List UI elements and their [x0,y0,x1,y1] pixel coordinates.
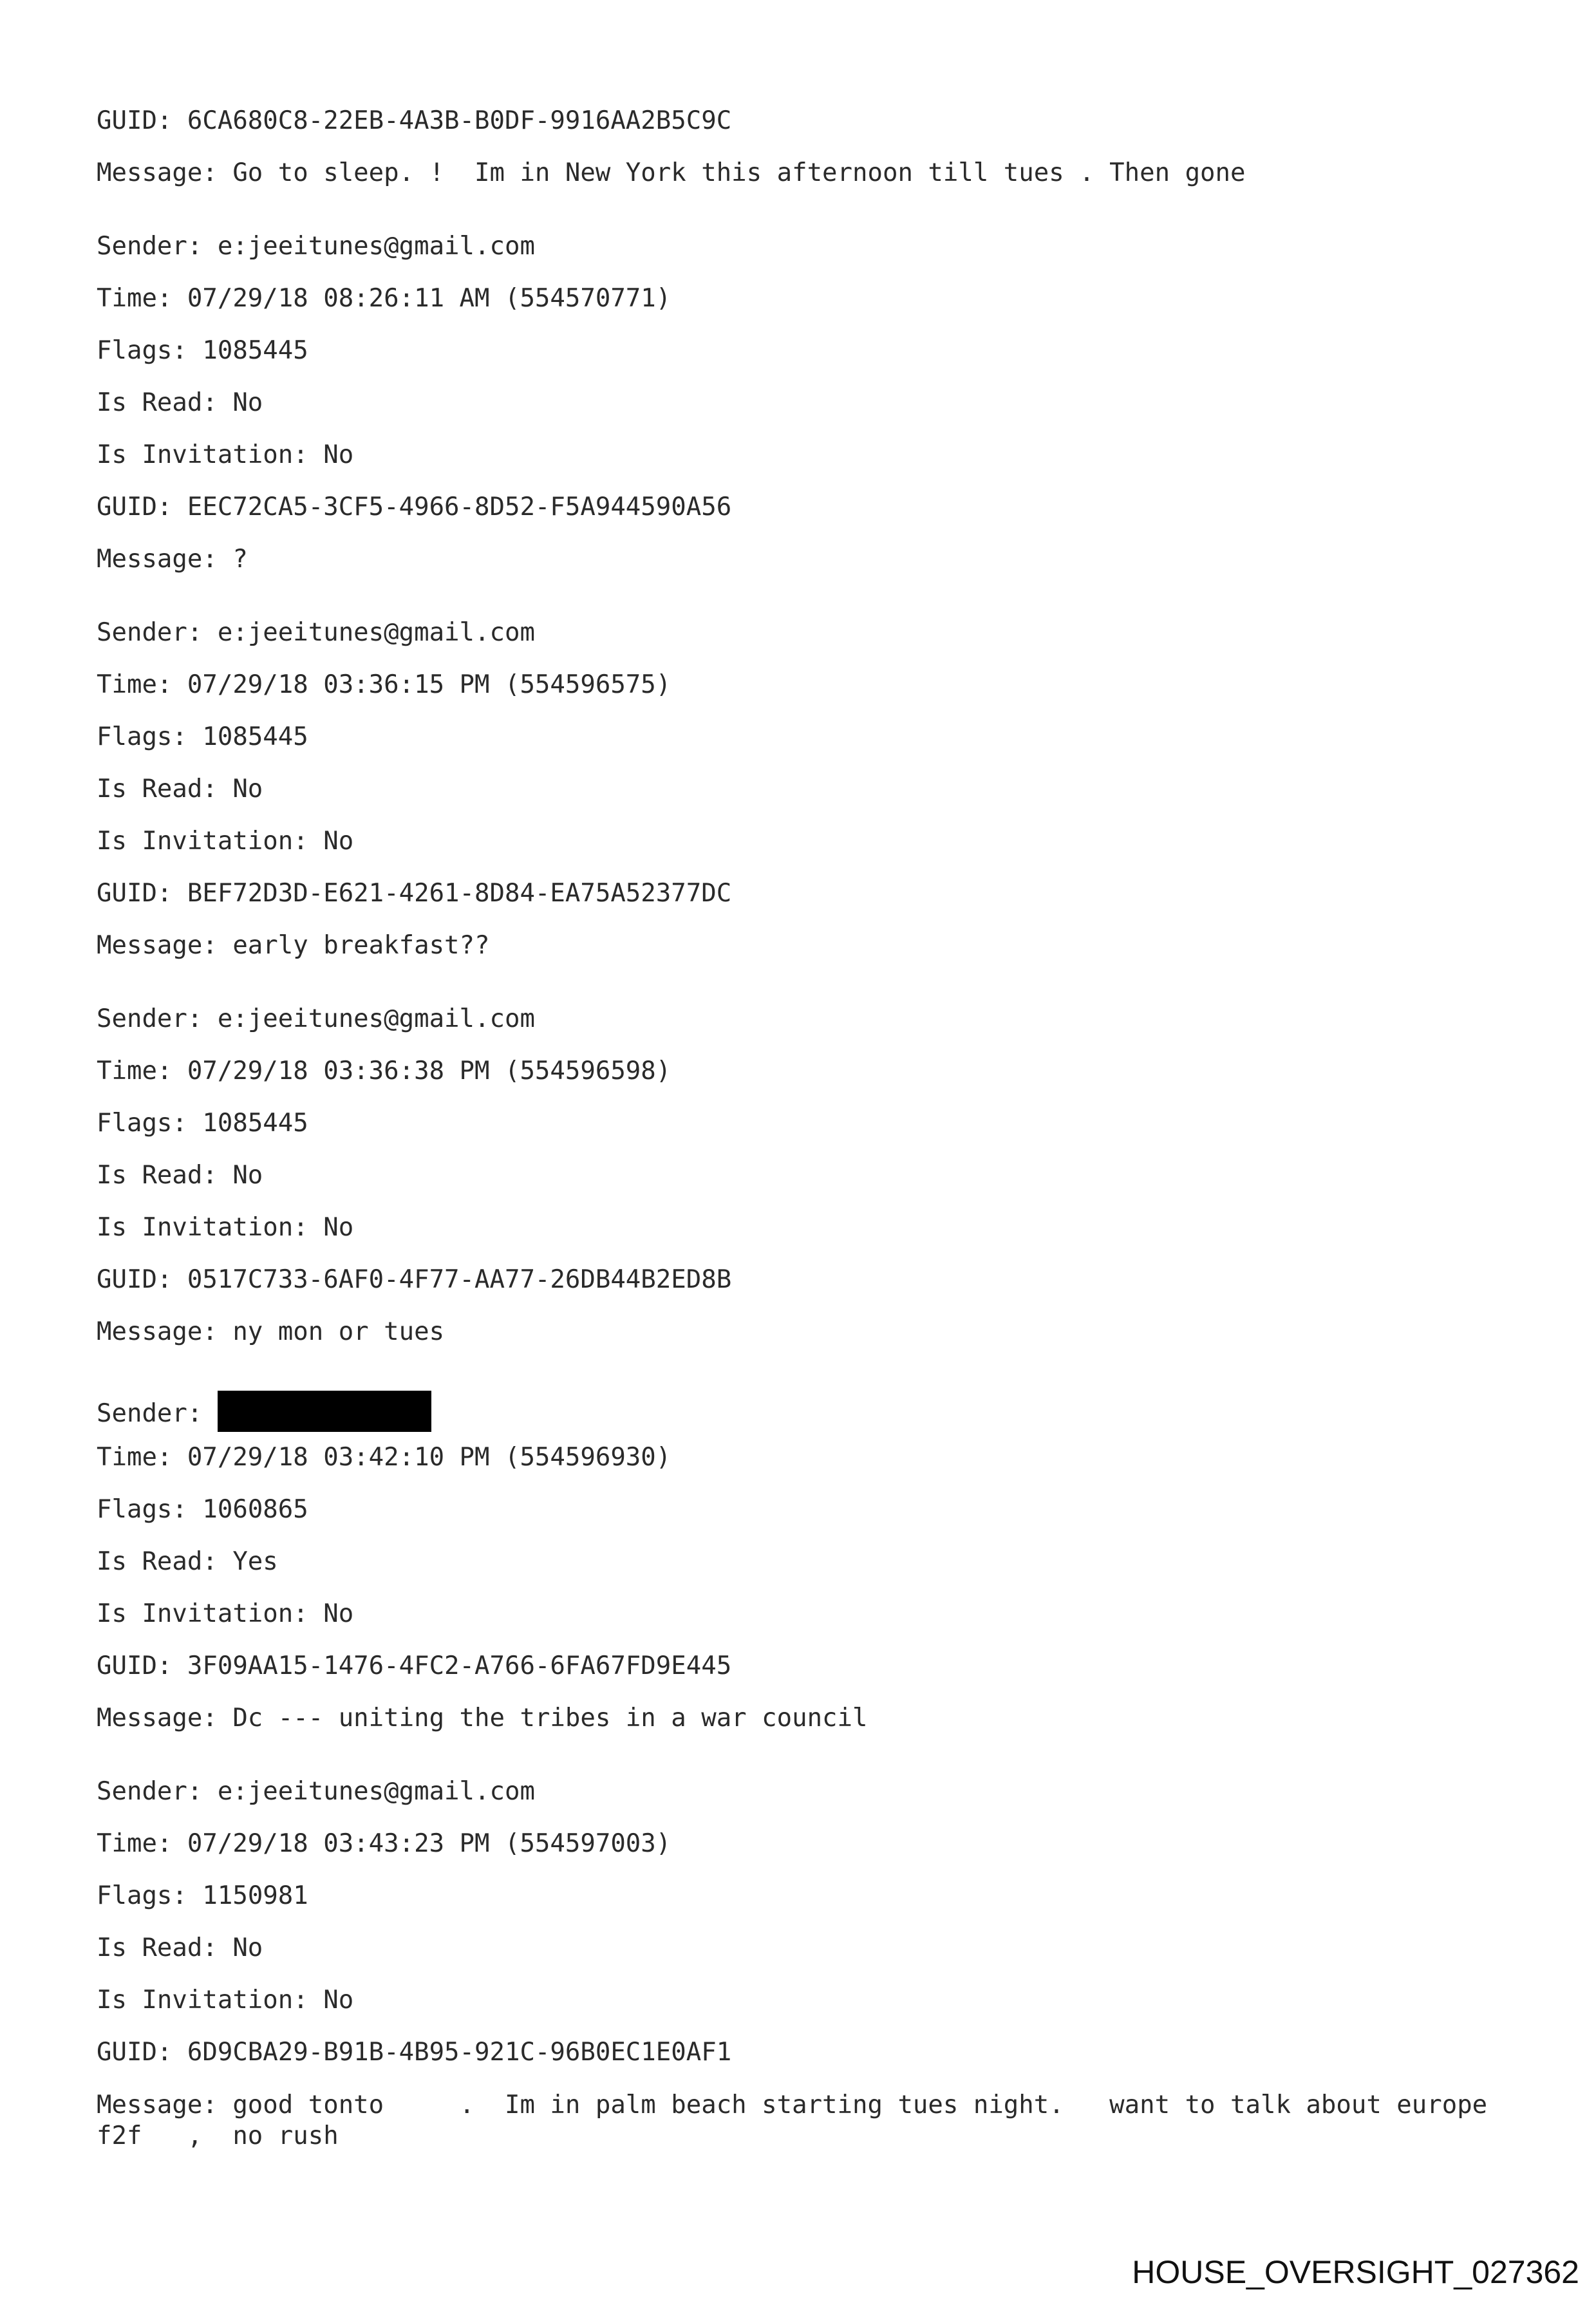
is-read-value: No [232,1933,263,1962]
sender-line [97,1004,1513,1034]
guid-line [97,493,1513,522]
message-text: Dc --- uniting the tribes in a war council [232,1704,868,1733]
message-label: Message: [97,2091,218,2120]
is-read-line [97,388,1513,418]
message-label: Message: [97,545,218,574]
flags-line [97,1881,1513,1911]
is-invitation-line [97,440,1513,470]
guid-line [97,1651,1513,1681]
is-invitation-line [97,1986,1513,2015]
is-read-value: No [232,388,263,417]
flags-line [97,1495,1513,1525]
guid-value: BEF72D3D-E621-4261-8D84-EA75A52377DC [187,879,732,908]
flags-label: Flags: [97,1495,187,1524]
flags-value: 1060865 [202,1495,308,1524]
sender-line [97,232,1513,261]
is-read-value: No [232,1161,263,1190]
message-line [97,545,1513,574]
message-record [97,1391,1513,1733]
time-line [97,1057,1513,1086]
message-text: ? [232,545,248,574]
sender-value: e:jeeitunes@gmail.com [217,232,535,261]
is-invitation-line [97,1599,1513,1629]
guid-label: GUID: [97,2038,173,2067]
flags-value: 1085445 [202,1109,308,1138]
time-value: 07/29/18 08:26:11 AM (554570771) [187,284,671,313]
time-value: 07/29/18 03:36:15 PM (554596575) [187,670,671,699]
bates-number: HOUSE_OVERSIGHT_027362 [1132,2254,1579,2290]
guid-value: 0517C733-6AF0-4F77-AA77-26DB44B2ED8B [187,1265,732,1294]
message-line [97,1317,1513,1347]
is-read-line [97,1933,1513,1963]
message-log [97,106,1513,2174]
guid-value: 6CA680C8-22EB-4A3B-B0DF-9916AA2B5C9C [187,106,732,135]
message-line [97,158,1513,188]
time-value: 07/29/18 03:43:23 PM (554597003) [187,1829,671,1858]
sender-label: Sender: [97,1004,203,1033]
time-value: 07/29/18 03:42:10 PM (554596930) [187,1443,671,1472]
sender-label: Sender: [97,1777,203,1806]
sender-line [97,1777,1513,1807]
guid-line [97,1265,1513,1295]
sender-label: Sender: [97,618,203,647]
guid-label: GUID: [97,106,173,135]
guid-line [97,106,1513,136]
message-record [97,618,1513,961]
message-line [97,1704,1513,1733]
message-record [97,232,1513,574]
time-label: Time: [97,284,173,313]
is-invitation-value: No [323,1213,354,1242]
message-label: Message: [97,158,218,187]
sender-value: e:jeeitunes@gmail.com [217,1777,535,1806]
flags-line [97,722,1513,752]
guid-label: GUID: [97,493,173,522]
is-invitation-label: Is Invitation: [97,827,308,856]
is-invitation-label: Is Invitation: [97,440,308,469]
is-read-label: Is Read: [97,1933,218,1962]
is-invitation-value: No [323,440,354,469]
time-label: Time: [97,1057,173,1086]
is-invitation-line [97,827,1513,856]
is-read-value: Yes [232,1547,278,1576]
time-line [97,284,1513,314]
guid-value: 3F09AA15-1476-4FC2-A766-6FA67FD9E445 [187,1651,732,1680]
flags-value: 1150981 [202,1881,308,1910]
message-label: Message: [97,1317,218,1346]
guid-line [97,2038,1513,2067]
flags-value: 1085445 [202,722,308,751]
is-invitation-value: No [323,1599,354,1628]
message-text: Go to sleep. ! Im in New York this afternoon till tues . Then gone [232,158,1246,187]
is-invitation-label: Is Invitation: [97,1986,308,2015]
sender-label: Sender: [97,232,203,261]
time-value: 07/29/18 03:36:38 PM (554596598) [187,1057,671,1086]
is-invitation-line [97,1213,1513,1243]
time-line [97,1829,1513,1859]
is-invitation-label: Is Invitation: [97,1213,308,1242]
message-record [97,1777,1513,2152]
is-read-label: Is Read: [97,388,218,417]
time-line [97,1443,1513,1472]
guid-label: GUID: [97,1651,173,1680]
message-line [97,2090,1513,2152]
flags-value: 1085445 [202,336,308,365]
message-label: Message: [97,1704,218,1733]
message-text: good tonto . Im in palm beach starting tues night. want to talk about europe f2f , no rush [97,2091,1503,2150]
message-record [97,1004,1513,1347]
redaction-box [218,1391,431,1432]
guid-label: GUID: [97,1265,173,1294]
message-label: Message: [97,931,218,960]
is-invitation-label: Is Invitation: [97,1599,308,1628]
guid-value: EEC72CA5-3CF5-4966-8D52-F5A944590A56 [187,493,732,522]
flags-label: Flags: [97,1881,187,1910]
sender-line [97,618,1513,648]
message-text: early breakfast?? [232,931,490,960]
is-read-line [97,775,1513,804]
sender-value: e:jeeitunes@gmail.com [217,1004,535,1033]
is-read-line [97,1547,1513,1577]
flags-line [97,1109,1513,1138]
sender-label: Sender: [97,1399,203,1428]
is-read-value: No [232,775,263,804]
is-read-label: Is Read: [97,775,218,804]
sender-value: e:jeeitunes@gmail.com [217,618,535,647]
time-line [97,670,1513,700]
time-label: Time: [97,1829,173,1858]
flags-line [97,336,1513,366]
flags-label: Flags: [97,1109,187,1138]
guid-line [97,879,1513,908]
flags-label: Flags: [97,722,187,751]
is-read-label: Is Read: [97,1161,218,1190]
guid-label: GUID: [97,879,173,908]
sender-line [97,1391,1513,1428]
message-line [97,931,1513,961]
guid-value: 6D9CBA29-B91B-4B95-921C-96B0EC1E0AF1 [187,2038,732,2067]
is-read-line [97,1161,1513,1190]
flags-label: Flags: [97,336,187,365]
is-invitation-value: No [323,827,354,856]
is-read-label: Is Read: [97,1547,218,1576]
message-text: ny mon or tues [232,1317,445,1346]
time-label: Time: [97,670,173,699]
is-invitation-value: No [323,1986,354,2015]
time-label: Time: [97,1443,173,1472]
